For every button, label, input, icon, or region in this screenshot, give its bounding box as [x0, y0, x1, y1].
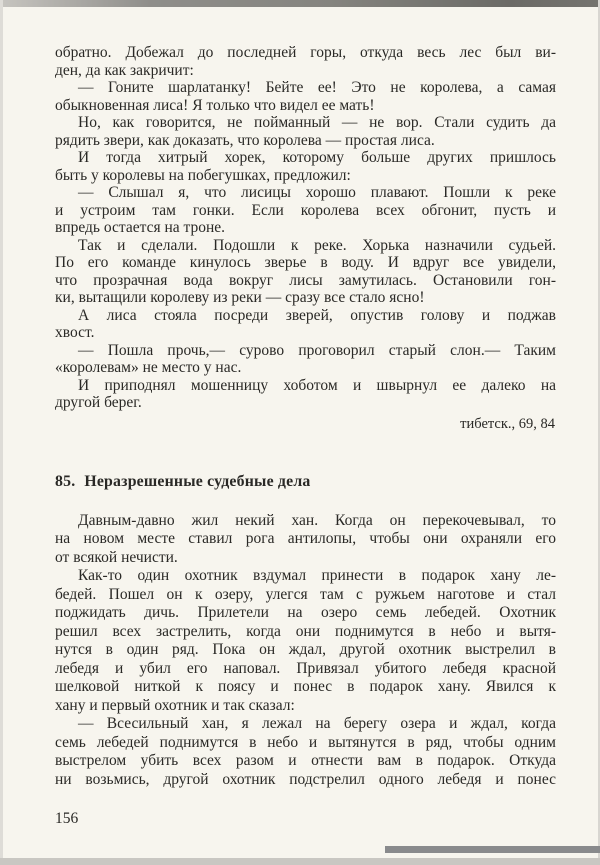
text-line: Как-то один охотник вздумал принести в подарок хану ле-: [78, 567, 556, 584]
text-line: Так и сделали. Подошли к реке. Хорька назначили судьей.: [78, 236, 556, 254]
text-line: По его команде кинулось зверье в воду. И вдруг все увидели,: [55, 254, 556, 271]
text-line: рядить звери, как доказать, что королева — простая лиса.: [55, 131, 435, 149]
text-line: — Гоните шарлатанку! Бейте ее! Это не королева, а самая: [78, 79, 556, 96]
text-line: и устроим там гонки. Если королева всех обгонит, пусть и: [55, 201, 556, 219]
paragraph: [55, 149, 556, 184]
text-line: — Пошла прочь,— сурово проговорил старый слон.— Таким: [78, 341, 556, 359]
text-line: ки, вытащили королеву из реки — сразу все стало ясно!: [55, 289, 425, 306]
text-line: ден, да как закричит:: [55, 61, 194, 79]
paragraph: [55, 79, 556, 114]
text-line: И приподнял мошенницу хоботом и швырнул ее далеко на: [78, 376, 556, 394]
text-line: решил всех застрелить, когда они поднимутся в небо и вытя-: [55, 622, 556, 640]
scan-edge-bottom: [0, 858, 600, 865]
text-line: — Всесильный хан, я лежал на берегу озера и ждал, когда: [78, 715, 556, 732]
text-line: семь лебедей поднимутся в небо и вытянутся в ряд, чтобы одним: [55, 733, 556, 751]
paragraph: [55, 715, 556, 789]
paragraph: [55, 44, 556, 79]
paragraph: [55, 114, 556, 149]
section-number: 85.: [55, 472, 76, 490]
paragraph: [55, 377, 556, 412]
text-line: поджидать дичь. Прилетели на озеро семь лебедей. Охотник: [55, 604, 556, 621]
text-column: [55, 44, 556, 789]
text-line: И тогда хитрый хорек, которому больше других пришлось: [78, 149, 556, 166]
story-new-text: [55, 512, 556, 790]
text-line: нутся в один ряд. Пока он ждал, другой охотник выстрелил в: [55, 641, 556, 658]
text-line: — Слышал я, что лисицы хорошо плавают. Пошли к реке: [78, 184, 556, 201]
source-attribution: тибетск., 69, 84: [460, 415, 555, 432]
text-line: шелковой ниткой к поясу и понес в подарок хану. Явился к: [55, 678, 556, 695]
scan-edge-bottom-right: [385, 846, 600, 853]
text-line: «королевам» не место у нас.: [55, 359, 242, 376]
text-line: что прозрачная вода вокруг лисы замутилась. Остановили гон-: [55, 271, 556, 289]
text-line: впредь остается на троне.: [55, 219, 226, 236]
scan-edge-top: [0, 0, 600, 7]
text-line: бедей. Пошел он к озеру, улегся там с ружьем наготове и стал: [55, 585, 556, 603]
text-line: другой берег.: [55, 394, 142, 411]
text-line: обыкновенная лиса! Я только что видел ее мать!: [55, 96, 375, 114]
text-line: от всякой нечисти.: [55, 548, 178, 566]
paragraph: [55, 567, 556, 715]
page-number: 156: [55, 810, 79, 827]
text-line: Давным-давно жил некий хан. Когда он перекочевывал, то: [78, 511, 556, 529]
scan-edge-left: [0, 0, 3, 865]
paragraph: [55, 512, 556, 568]
text-line: хану и первый охотник и так сказал:: [55, 696, 295, 714]
text-line: на новом месте ставил рога антилопы, чтобы они охраняли его: [55, 530, 556, 547]
text-line: выстрелом убить всех разом и отнести вам в подарок. Откуда: [55, 752, 556, 769]
paragraph: [55, 342, 556, 377]
section-title: Неразрешенные судебные дела: [84, 472, 311, 490]
text-line: хвост.: [55, 324, 95, 341]
story-end-text: [55, 44, 556, 412]
text-line: быть у королевы на побегушках, предложил:: [55, 166, 351, 184]
paragraph: [55, 307, 556, 342]
paragraph: [55, 237, 556, 307]
text-line: обратно. Добежал до последней горы, откуда весь лес был ви-: [55, 44, 556, 61]
section-heading: [55, 473, 556, 491]
text-line: А лиса стояла посреди зверей, опустив голову и поджав: [78, 306, 556, 324]
paragraph: [55, 184, 556, 237]
text-line: ни возьмись, другой охотник подстрелил одного лебедя и понес: [55, 770, 556, 788]
text-line: лебедя и убил его наповал. Привязал убитого лебедя красной: [55, 659, 556, 677]
text-line: Но, как говорится, не пойманный — не вор. Стали судить да: [78, 114, 556, 131]
